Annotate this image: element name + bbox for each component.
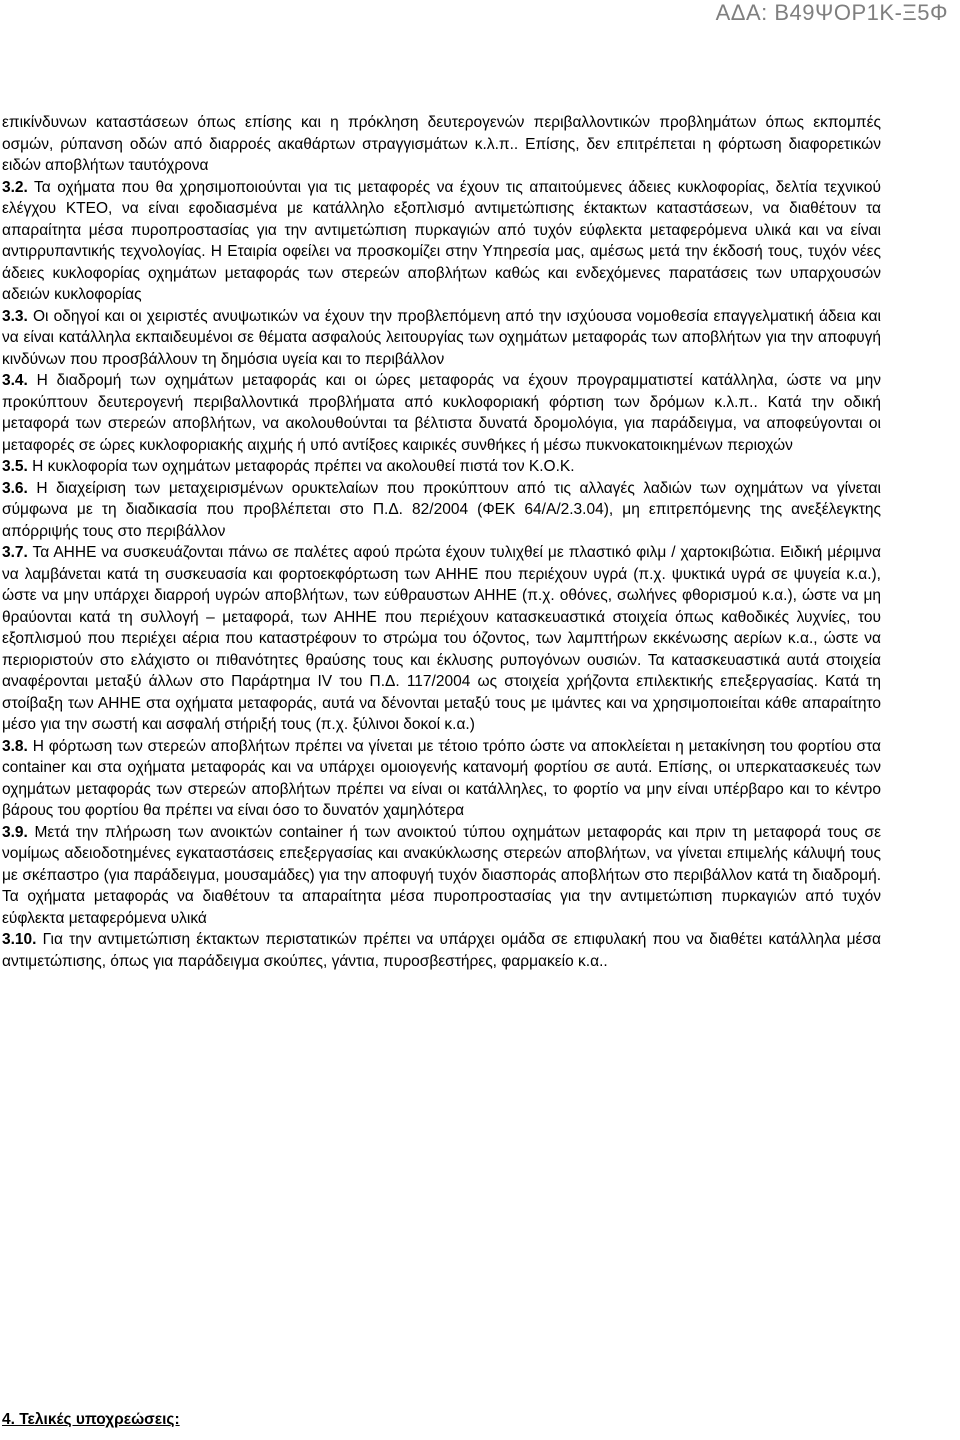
document-body [2, 112, 881, 972]
paragraph-text: Για την αντιμετώπιση έκτακτων περιστατικών πρέπει να υπάρχει ομάδα σε επιφυλακή που να διαθέτει κατάλληλα μέσα αντιμετώπισης, όπως για παράδειγμα σκούπες, γάντια, πυροσβεστήρες, φαρμακείο κ.α.. [2, 931, 881, 970]
section-4-heading: 4. Τελικές υποχρεώσεις: [2, 1411, 180, 1428]
paragraph-3-8 [2, 736, 881, 822]
paragraph-number: 3.10. [2, 931, 37, 948]
paragraph-number: 3.2. [2, 178, 28, 196]
paragraph-3-10 [2, 929, 881, 972]
paragraph-number: 3.8. [2, 737, 28, 755]
paragraph-text: Η διαχείριση των μεταχειρισμένων ορυκτελαίων που προκύπτουν από τις αλλαγές λαδιών των οχημάτων να γίνεται σύμφωνα με τη διαδικασία που προβλέπεται στο Π.Δ. 82/2004 (ΦΕΚ 64/Α/2.3.04), μη επιτρεπόμενης της ανεξέλεγκτης απόρριψής τους στο περιβάλλον [2, 479, 881, 540]
paragraph-3-6 [2, 478, 881, 543]
paragraph-number: 3.3. [2, 307, 28, 325]
paragraph-text: Οι οδηγοί και οι χειριστές ανυψωτικών να έχουν την προβλεπόμενη από την ισχύουσα νομοθεσία επαγγελματική άδεια και να είναι κατάλληλα εκπαιδευμένοι σε θέματα ασφαλούς λειτουργίας των οχημάτων μεταφοράς των αποβλήτων για την αποφυγή κινδύνων που προσβάλλουν τη δημόσια υγεία και το περιβάλλον [2, 307, 881, 368]
paragraph-text: Τα ΑΗΗΕ να συσκευάζονται πάνω σε παλέτες αφού πρώτα έχουν τυλιχθεί με πλαστικό φιλμ / χαρτοκιβώτια. Ειδική μέριμνα να λαμβάνεται κατά τη συσκευασία και φορτοεκφόρτωση των ΑΗΗΕ που περιέχουν υγρά (π.χ. ψυκτικά υγρά σε ψυγεία κ.α.), ώστε να μην υπάρχει διαρροή υγρών αποβλήτων, των εύθραυστων ΑΗΗΕ (π.χ. οθόνες, σωλήνες φθορισμού κ.α.), ώστε να μη θραύονται κατά τη συλλογή – μεταφορά, των ΑΗΗΕ που περιέχουν κατασκευαστικά στοιχεία όπως καθοδικές λυχνίες, του εξοπλισμού που περιέχει αέρια που καταστρέφουν το στρώμα του όζοντος, των λαμπτήρων εκκένωσης αερίων κ.α., ώστε να περιοριστούν στο ελάχιστο οι πιθανότητες θραύσης τους και έκλυσης ρυπογόνων ουσιών. Τα κατασκευαστικά αυτά στοιχεία αναφέρονται μεταξύ άλλων στο Παράρτημα IV του Π.Δ. 117/2004 ως στοιχεία χρήζοντα επιλεκτικής επεξεργασίας. Κατά τη στοίβαξη των ΑΗΗΕ στα οχήματα μεταφοράς, αυτά να δένονται μεταξύ τους με ιμάντες και να χρησιμοποιείται κάθε απαραίτητο μέσο για την σωστή και ασφαλή στήριξή τους (π.χ. ξύλινοι δοκοί κ.α.) [2, 544, 881, 733]
intro-paragraph: επικίνδυνων καταστάσεων όπως επίσης και η πρόκληση δευτερογενών περιβαλλοντικών προβλημάτων όπως εκπομπές οσμών, ρύπανση οδών από διαρροές ακαθάρτων στραγγισμάτων κ.λ.π.. Επίσης, δεν επιτρέπεται η φόρτωση διαφορετικών ειδών αποβλήτων ταυτόχρονα [2, 114, 881, 174]
paragraph-number: 3.6. [2, 479, 28, 497]
paragraph-3-5 [2, 456, 881, 478]
ada-header: ΑΔΑ: Β49ΨΟΡ1Κ-Ξ5Φ [715, 0, 948, 25]
paragraph-number: 3.4. [2, 372, 28, 389]
paragraph-number: 3.9. [2, 823, 28, 841]
paragraph-3-2 [2, 177, 881, 306]
paragraph-3-4 [2, 370, 881, 456]
paragraph-text: Τα οχήματα που θα χρησιμοποιούνται για τις μεταφορές να έχουν τις απαιτούμενες άδειες κυκλοφορίας, δελτία τεχνικού ελέγχου ΚΤΕΟ, να είναι εφοδιασμένα με κατάλληλο εξοπλισμό αντιμετώπισης έκτακτων καταστάσεων, να διαθέτουν τα απαραίτητα μέσα πυροπροστασίας για την αντιμετώπιση πυρκαγιών από τυχόν εύφλεκτα μεταφερόμενα υλικά και να είναι αντιρρυπαντικής τεχνολογίας. Η Εταιρία οφείλει να προσκομίζει στην Υπηρεσία μας, αμέσως μετά την έκδοσή τους, τυχόν νέες άδειες κυκλοφορίας οχημάτων μεταφοράς των στερεών αποβλήτων καθώς και ενδεχόμενες παρατάσεις των υπαρχουσών αδειών κυκλοφορίας [2, 178, 881, 303]
numbered-paragraphs [2, 177, 881, 973]
paragraph-3-3 [2, 306, 881, 371]
paragraph-3-7 [2, 542, 881, 736]
paragraph-text: Η κυκλοφορία των οχημάτων μεταφοράς πρέπει να ακολουθεί πιστά τον Κ.Ο.Κ. [27, 458, 575, 475]
paragraph-3-9 [2, 822, 881, 930]
paragraph-number: 3.7. [2, 544, 28, 561]
paragraph-text: Η διαδρομή των οχημάτων μεταφοράς και οι ώρες μεταφοράς να έχουν προγραμματιστεί κατάλληλα, ώστε να μην προκύπτουν δευτερογενή περιβαλλοντικά προβλήματα από κυκλοφοριακή φόρτιση των δρόμων κ.λ.π.. Κατά την οδική μεταφορά των στερεών αποβλήτων, να ακολουθούνται τα βέλτιστα δυνατά δρομολόγια, για παράδειγμα, να αποφεύγονται οι μεταφορές σε ώρες κυκλοφοριακής αιχμής ή υπό αντίξοες καιρικές συνθήκες ή μέσω πυκνοκατοικημένων περιοχών [2, 372, 881, 454]
paragraph-text: Μετά την πλήρωση των ανοικτών container ή των ανοικτού τύπου οχημάτων μεταφοράς και πριν τη μεταφορά τους σε νομίμως αδειοδοτημένες εγκαταστάσεις επεξεργασίας και ανακύκλωσης στερεών αποβλήτων, να γίνεται επιμελής κάλυψή τους με σκέπαστρο (για παράδειγμα, μουσαμάδες) για την αποφυγή τυχόν διασποράς αποβλήτων στο περιβάλλον κατά τη διαδρομή. Τα οχήματα μεταφοράς να διαθέτουν τα απαραίτητα μέσα πυροπροστασίας για την αντιμετώπιση πυρκαγιών από τυχόν εύφλεκτα μεταφερόμενα υλικά [2, 823, 881, 927]
paragraph-number: 3.5. [2, 458, 28, 475]
paragraph-text: Η φόρτωση των στερεών αποβλήτων πρέπει να γίνεται με τέτοιο τρόπο ώστε να αποκλείεται η μετακίνηση του φορτίου στα container και στα οχήματα μεταφοράς και να υπάρχει ομοιογενής κατανομή φορτίου σε αυτά. Επίσης, οι υπερκατασκευές των οχημάτων μεταφοράς των στερεών αποβλήτων πρέπει να είναι οι κατάλληλες, το φορτίο να μην είναι υπέρβαρο και το κέντρο βάρους του φορτίου θα πρέπει να είναι όσο το δυνατόν χαμηλότερα [2, 737, 881, 819]
